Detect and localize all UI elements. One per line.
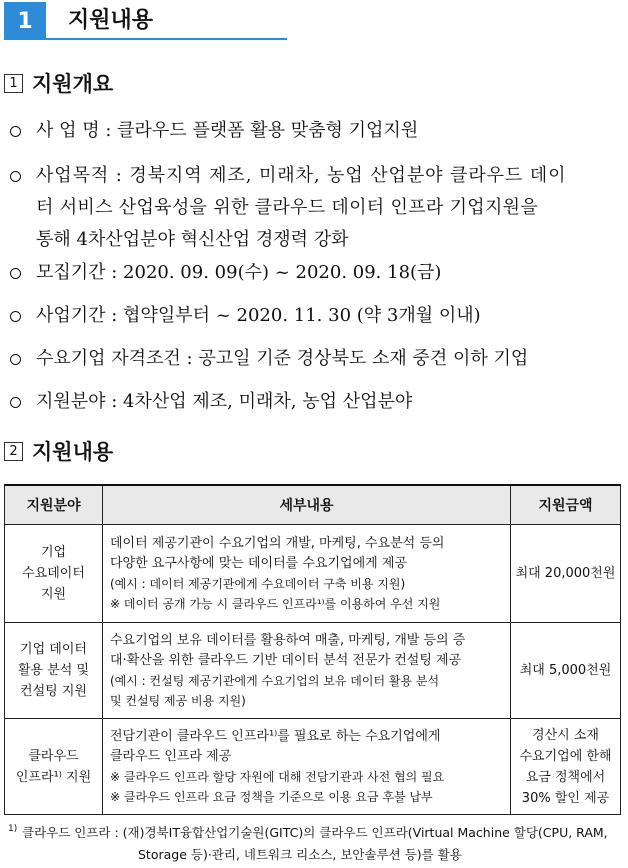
overview-item-line: 터 서비스 산업육성을 위한 클라우드 데이터 인프라 기업지원을	[36, 197, 539, 218]
detail-line: (예시 : 컨설팅 제공기관에게 수요기업의 보유 데이터 활용 분석	[110, 673, 440, 688]
category-line: 인프라¹⁾ 지원	[15, 769, 92, 785]
amount-line: 30% 할인 제공	[521, 790, 610, 806]
bullet-circle-icon	[10, 126, 21, 137]
category-line: 컨설팅 지원	[20, 684, 87, 699]
detail-line: ※ 클라우드 인프라 할당 자원에 대해 전담기관과 사전 협의 필요	[110, 769, 445, 784]
detail-line: 전담기관이 클라우드 인프라¹⁾를 필요로 하는 수요기업에게	[110, 728, 441, 744]
category-line: 클라우드	[28, 748, 79, 764]
header-underline	[46, 38, 287, 40]
amount-line: 경산시 소재	[532, 727, 599, 743]
amount-line: 최대 20,000천원	[515, 566, 616, 581]
overview-item-line: 사 업 명 : 클라우드 플랫폼 활용 맞춤형 기업지원	[36, 120, 419, 141]
support-table	[4, 484, 621, 815]
detail-line: 및 컨설팅 제공 비용 지원)	[110, 693, 246, 708]
table-row	[5, 719, 621, 815]
overview-item-line: 모집기간 : 2020. 09. 09(수) ~ 2020. 09. 18(금)	[36, 262, 442, 283]
footnote-marker: 1)	[8, 824, 18, 834]
category-line: 지원	[40, 587, 67, 602]
section-title: 지원내용	[68, 8, 154, 33]
column-header: 지원금액	[511, 485, 621, 525]
subsection-title: 지원개요	[32, 72, 114, 96]
amount-cell	[511, 719, 621, 815]
detail-line: 클라우드 인프라 제공	[110, 748, 232, 764]
table-row	[5, 525, 621, 623]
subsection-heading-overview	[4, 68, 113, 98]
amount-line: 수요기업에 한해	[519, 748, 612, 764]
overview-item-line: 통해 4차산업분야 혁신산업 경쟁력 강화	[36, 229, 349, 250]
detail-line: ※ 데이터 공개 가능 시 클라우드 인프라¹⁾를 이용하여 우선 지원	[110, 596, 441, 611]
table-header-row	[5, 485, 621, 525]
detail-cell	[103, 719, 511, 815]
bullet-circle-icon	[10, 268, 21, 279]
category-cell	[5, 525, 103, 623]
detail-line: 다양한 요구사항에 맞는 데이터를 수요기업에게 제공	[110, 555, 407, 571]
amount-line: 최대 5,000천원	[519, 663, 612, 678]
subsection-title: 지원내용	[32, 440, 114, 464]
category-cell	[5, 719, 103, 815]
detail-line: 수요기업의 보유 데이터를 활용하여 매출, 마케팅, 개발 등의 증	[110, 632, 466, 648]
category-line: 기업 데이터	[20, 642, 87, 657]
bullet-circle-icon	[10, 397, 21, 408]
detail-line: 대·확산을 위한 클라우드 기반 데이터 분석 전문가 컨설팅 제공	[110, 652, 462, 668]
section-header	[4, 2, 287, 40]
amount-cell	[511, 623, 621, 719]
amount-line: 요금 정책에서	[525, 769, 606, 785]
detail-line: 데이터 제공기관이 수요기업의 개발, 마케팅, 수요분석 등의	[110, 535, 445, 551]
bullet-circle-icon	[10, 171, 21, 182]
section-number: 1	[4, 2, 46, 40]
overview-item-line: 사업기간 : 협약일부터 ~ 2020. 11. 30 (약 3개월 이내)	[36, 305, 481, 326]
bullet-circle-icon	[10, 311, 21, 322]
detail-line: ※ 클라우드 인프라 요금 정책을 기준으로 이용 요금 후불 납부	[110, 789, 433, 804]
subsection-heading-support	[4, 436, 113, 466]
overview-item-line: 수요기업 자격조건 : 공고일 기준 경상북도 소재 중견 이하 기업	[36, 348, 529, 369]
subsection-marker: 1	[4, 74, 23, 93]
detail-line: (예시 : 데이터 제공기관에게 수요데이터 구축 비용 지원)	[110, 576, 406, 591]
footnote-line: Storage 등)·관리, 네트워크 리소스, 보안솔루션 등)를 활용	[138, 847, 462, 862]
category-line: 기업	[40, 545, 67, 560]
column-header: 지원분야	[5, 485, 103, 525]
bullet-circle-icon	[10, 354, 21, 365]
subsection-marker: 2	[4, 442, 23, 461]
overview-item-line: 지원분야 : 4차산업 제조, 미래차, 농업 산업분야	[36, 391, 413, 412]
category-cell	[5, 623, 103, 719]
category-line: 활용 분석 및	[17, 663, 90, 678]
overview-item-line: 사업목적 : 경북지역 제조, 미래차, 농업 산업분야 클라우드 데이	[36, 165, 567, 186]
column-header: 세부내용	[103, 485, 511, 525]
detail-cell	[103, 525, 511, 623]
category-line: 수요데이터	[22, 566, 85, 581]
detail-cell	[103, 623, 511, 719]
table-row	[5, 623, 621, 719]
footnote-line: 클라우드 인프라 : (재)경북IT융합산업기술원(GITC)의 클라우드 인프라(Virtual Machine 할당(CPU, RAM,	[22, 825, 608, 840]
amount-cell	[511, 525, 621, 623]
